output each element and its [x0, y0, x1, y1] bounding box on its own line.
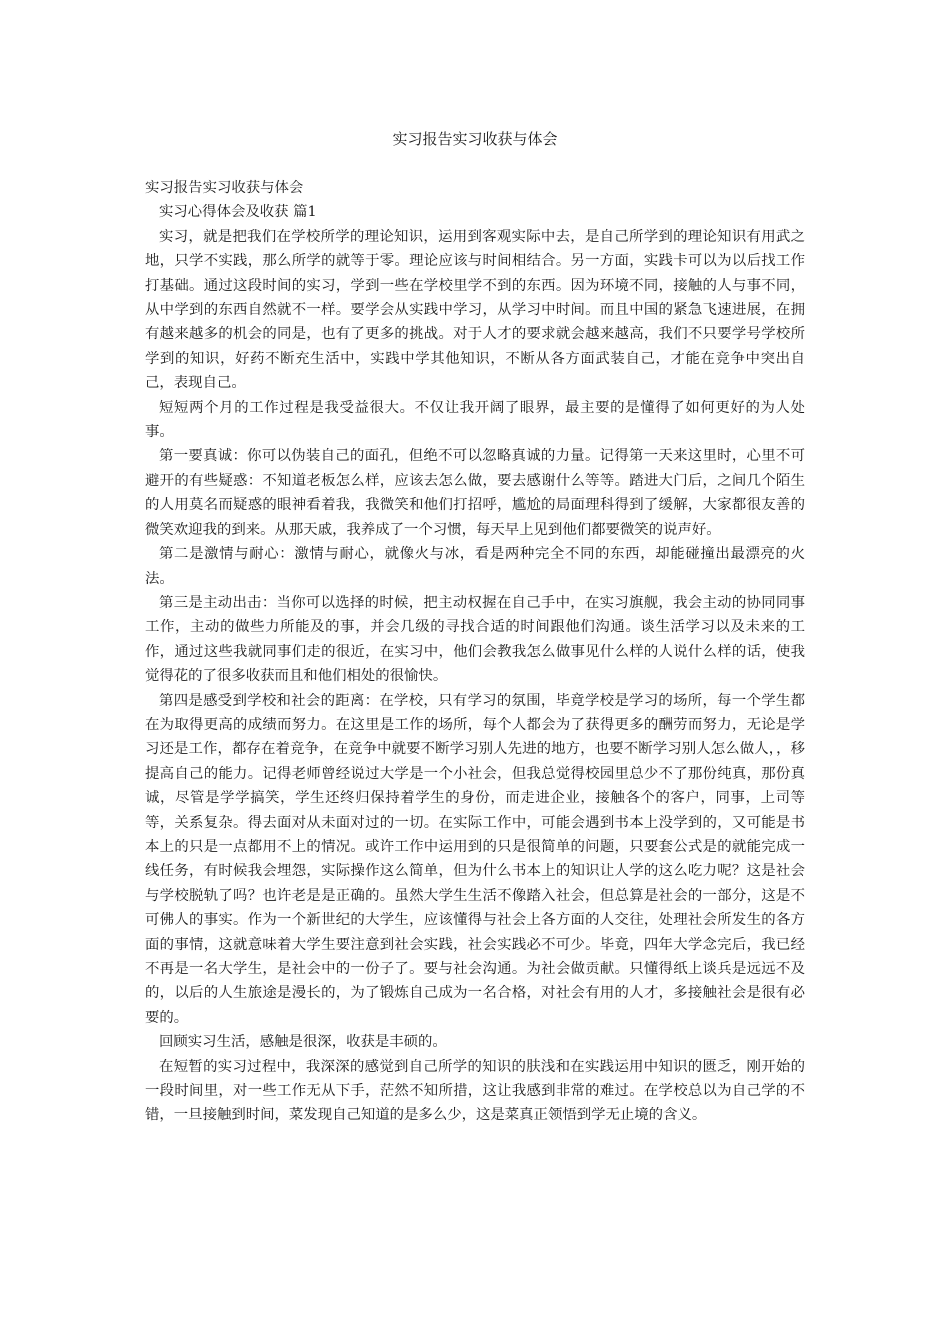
paragraph-6: 第四是感受到学校和社会的距离：在学校，只有学习的氛围，毕竟学校是学习的场所，每一个学生都在为取得更高的成绩而努力。在这里是工作的场所，每个人都会为了获得更多的酬劳而努力，无论是学习还是工作，都存在着竞争，在竞争中就要不断学习别人先进的地方，也要不断学习别人怎么做人，，移提高自己的能力。记得老师曾经说过大学是一个小社会，但我总觉得校园里总少不了那份纯真，那份真诚，尽管是学学搞笑，学生还终归保持着学生的身份，而走进企业，接触各个的客户，同事，上司等等，关系复杂。得去面对从未面对过的一切。在实际工作中，可能会遇到书本上没学到的，又可能是书本上的只是一点都用不上的情况。或许工作中运用到的只是很简单的问题，只要套公式是的就能完成一线任务，有时候我会埋怨，实际操作这么简单，但为什么书本上的知识让人学的这么吃力呢？这是社会与学校脱轨了吗？也许老是是正确的。虽然大学生生活不像踏入社会，但总算是社会的一部分，这是不可佛人的事实。作为一个新世纪的大学生，应该懂得与社会上各方面的人交往，处理社会所发生的各方面的事情，这就意味着大学生要注意到社会实践，社会实践必不可少。毕竟，四年大学念完后，我已经不再是一名大学生，是社会中的一份子了。要与社会沟通。为社会做贡献。只懂得纸上谈兵是远远不及的，以后的人生旅途是漫长的，为了锻炼自己成为一名合格，对社会有用的人才，多接触社会是很有必要的。: [145, 692, 805, 1026]
paragraph-1: 实习，就是把我们在学校所学的理论知识，运用到客观实际中去，是自己所学到的理论知识有用武之地，只学不实践，那么所学的就等于零。理论应该与时间相结合。另一方面，实践卡可以为以后找工作打基础。通过这段时间的实习，学到一些在学校里学不到的东西。因为环境不同，接触的人与事不同，从中学到的东西自然就不一样。要学会从实践中学习，从学习中时间。而且中国的紧急飞速进展，在拥有越来越多的机会的同是，也有了更多的挑战。对于人才的要求就会越来越高，我们不只要学号学校所学到的知识，好药不断充生活中，实践中学其他知识，不断从各方面武装自己，才能在竞争中突出自己，表现自己。: [145, 228, 805, 392]
section-subheading: 实习心得体会及收获 篇1: [159, 204, 317, 221]
section-heading: 实习报告实习收获与体会: [145, 180, 304, 196]
paragraph-7: 回顾实习生活，感触是很深，收获是丰硕的。: [159, 1034, 447, 1051]
paragraph-4: 第二是激情与耐心：激情与耐心，就像火与冰，看是两种完全不同的东西，却能碰撞出最漂亮的火法。: [145, 546, 805, 587]
paragraph-8: 在短暂的实习过程中，我深深的感觉到自己所学的知识的肤浅和在实践运用中知识的匮乏，刚开始的一段时间里，对一些工作无从下手，茫然不知所措，这让我感到非常的难过。在学校总以为自己学的不错，一旦接触到时间，菜发现自己知道的是多么少，这是菜真正领悟到学无止境的含义。: [145, 1058, 805, 1124]
document-body: [145, 176, 805, 1128]
document-title: 实习报告实习收获与体会: [392, 130, 558, 148]
paragraph-5: 第三是主动出击：当你可以选择的时候，把主动权握在自己手中，在实习旗舰，我会主动的协同同事工作，主动的做些力所能及的事，并会几级的寻找合适的时间跟他们沟通。谈生活学习以及未来的工作，通过这些我就同事们走的很近，在实习中，他们会教我怎么做事见什么样的人说什么样的话，使我觉得花的了很多收获而且和他们相处的很愉快。: [145, 594, 805, 685]
paragraph-3: 第一要真诚：你可以伪装自己的面孔，但绝不可以忽略真诚的力量。记得第一天来这里时，心里不可避开的有些疑惑：不知道老板怎么样，应该去怎么做，要去感谢什么等等。踏进大门后，之间几个陌生的人用莫名而疑惑的眼神看着我，我微笑和他们打招呼，尴尬的局面理科得到了缓解，大家都很友善的微笑欢迎我的到来。从那天戚，我养成了一个习惯，每天早上见到他们都要微笑的说声好。: [145, 448, 805, 538]
paragraph-2: 短短两个月的工作过程是我受益很大。不仅让我开阔了眼界，最主要的是懂得了如何更好的为人处事。: [145, 399, 805, 441]
